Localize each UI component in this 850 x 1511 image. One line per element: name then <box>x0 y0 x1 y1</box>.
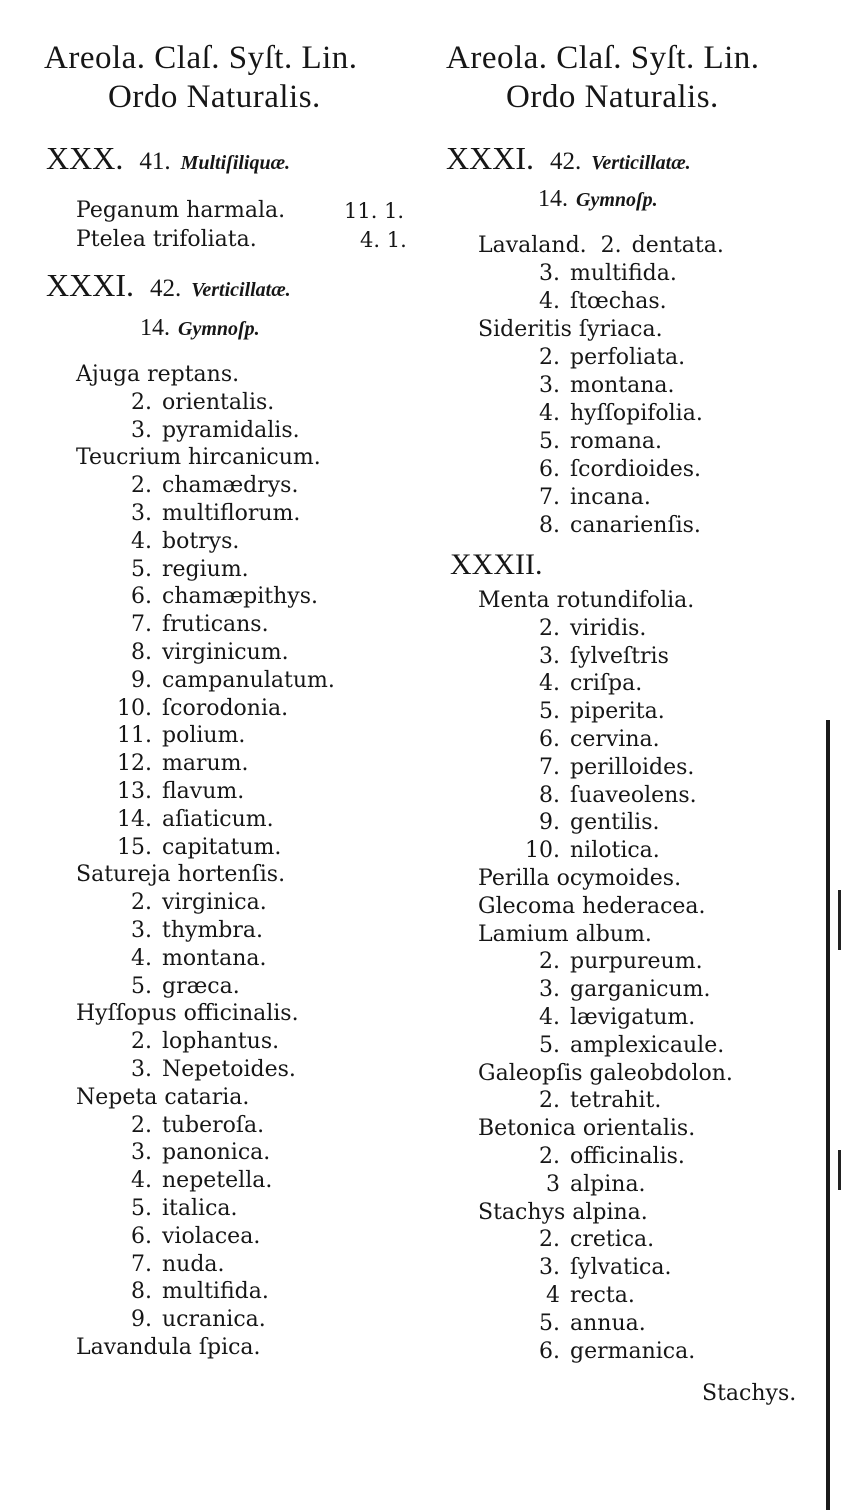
species-number: 2. <box>539 949 560 975</box>
species-number: 15. <box>117 834 152 860</box>
species-epithet: perilloides. <box>570 754 695 780</box>
species-number: 4 <box>546 1283 560 1308</box>
genus-entry <box>76 1000 299 1028</box>
species-epithet: italica. <box>162 1196 238 1221</box>
species-epithet: campanulatum. <box>162 667 335 693</box>
species-entry <box>112 1112 264 1140</box>
species-number: 2. <box>539 1144 560 1169</box>
linnaean-reference: 4. 1. <box>360 228 407 252</box>
species-entry <box>112 778 244 806</box>
species-epithet: montana. <box>162 945 267 971</box>
species-number: 2. <box>131 1029 152 1055</box>
genus-entry <box>478 587 694 615</box>
species-entry <box>112 417 300 445</box>
species-entry <box>520 1004 695 1032</box>
species-epithet: thymbra. <box>162 918 264 943</box>
page-edge-shadow <box>826 720 830 1510</box>
species-epithet: chamæpithys. <box>162 584 318 610</box>
species-number: 2. <box>600 233 622 258</box>
species-number: 2. <box>131 473 152 499</box>
right-running-header: Areola. Claſ. Syſt. Lin. <box>446 40 760 76</box>
species-entry <box>520 1087 661 1115</box>
species-entry <box>112 806 274 834</box>
species-epithet: officinalis. <box>570 1144 685 1169</box>
species-epithet: recta. <box>570 1283 635 1308</box>
species-epithet: cervina. <box>570 727 660 752</box>
species-number: 12. <box>117 751 152 777</box>
species-epithet: chamædrys. <box>162 473 299 499</box>
species-epithet: ſuaveolens. <box>570 782 697 808</box>
species-number: 3. <box>131 1057 152 1082</box>
species-entry <box>112 528 239 556</box>
species-entry <box>520 428 662 456</box>
species-epithet: ucranica. <box>162 1307 266 1333</box>
species-epithet: piperita. <box>570 699 665 725</box>
genus-name: Galeopſis galeobdolon. <box>478 1060 733 1086</box>
genus-entry <box>76 861 285 889</box>
species-epithet: aſiaticum. <box>162 806 274 832</box>
species-entry <box>112 834 281 862</box>
species-entry <box>520 1282 635 1310</box>
species-number: 9. <box>131 1307 152 1333</box>
species-entry <box>520 260 677 288</box>
species-entry <box>520 670 642 698</box>
species-epithet: panonica. <box>162 1140 271 1166</box>
species-entry <box>112 1056 296 1084</box>
species-epithet: hyſſopifolia. <box>570 401 703 426</box>
species-number: 5. <box>131 556 152 582</box>
species-entry <box>520 1032 724 1060</box>
genus-name: Perilla ocymoides. <box>478 866 682 891</box>
species-epithet: flavum. <box>162 779 245 804</box>
species-entry <box>112 1195 238 1223</box>
species-number: 4. <box>539 401 560 426</box>
species-entry <box>112 1278 269 1306</box>
species-epithet: cretica. <box>570 1227 655 1253</box>
species-number: 3. <box>539 261 560 286</box>
species-entry <box>112 500 300 528</box>
class-order-number: 41. <box>139 148 171 175</box>
species-number: 3. <box>131 501 152 526</box>
species-epithet: virginicum. <box>162 640 289 665</box>
species-entry <box>112 973 240 1001</box>
species-entry <box>112 1223 260 1251</box>
species-number: 3. <box>539 1255 560 1281</box>
species-number: 10. <box>525 838 560 864</box>
species-entry <box>112 472 298 500</box>
right-class-heading-xxxi <box>446 140 691 177</box>
species-entry <box>112 1167 272 1195</box>
class-numeral: XXXII. <box>450 548 543 581</box>
species-epithet: regium. <box>162 556 249 582</box>
left-class-heading-xxxi <box>46 267 291 304</box>
species-number: 7. <box>539 485 560 510</box>
species-number: 8. <box>131 1279 152 1305</box>
species-entry <box>112 750 249 778</box>
species-entry: Ptelea trifoliata. <box>76 227 257 252</box>
species-entry <box>520 512 701 540</box>
genus-name: Lamium album. <box>478 921 652 947</box>
species-number: 6. <box>539 1338 560 1364</box>
species-epithet: ſylvatica. <box>570 1255 672 1281</box>
species-entry <box>112 1028 279 1056</box>
species-number: 3. <box>131 417 152 443</box>
species-number: 5. <box>131 973 152 999</box>
species-epithet: marum. <box>162 751 249 777</box>
species-number: 13. <box>117 779 152 804</box>
species-number: 3. <box>539 373 560 398</box>
species-entry <box>520 837 660 865</box>
genus-name: Glecoma hederacea. <box>478 893 706 919</box>
species-number: 8. <box>539 782 560 808</box>
subdivision-number: 14. <box>140 315 170 341</box>
species-entry <box>520 643 669 671</box>
class-name: Multiſiliquæ. <box>180 152 291 174</box>
species-entry <box>520 754 694 782</box>
species-epithet: romana. <box>570 429 663 454</box>
species-entry <box>112 556 249 584</box>
species-number: 4. <box>539 289 560 314</box>
species-entry <box>112 889 267 917</box>
genus-name: Satureja hortenſis. <box>76 862 286 888</box>
species-epithet: græca. <box>162 973 240 999</box>
genus-entry <box>478 316 663 344</box>
species-epithet: multifida. <box>570 261 677 286</box>
species-entry <box>112 667 335 695</box>
genus-name: Nepeta cataria. <box>76 1084 250 1110</box>
species-number: 6. <box>131 1223 152 1249</box>
genus-entry <box>76 1334 261 1362</box>
species-epithet: viridis. <box>570 615 647 641</box>
genus-entry <box>478 921 652 949</box>
species-entry <box>112 1251 225 1279</box>
genus-entry <box>478 865 681 893</box>
species-epithet: nuda. <box>162 1251 225 1277</box>
species-number: 2. <box>131 1112 152 1138</box>
species-number: 7. <box>131 1251 152 1277</box>
species-number: 9. <box>131 667 152 693</box>
species-entry <box>112 389 274 417</box>
species-epithet: capitatum. <box>162 834 282 860</box>
species-number: 2. <box>539 615 560 641</box>
species-epithet: nepetella. <box>162 1168 273 1194</box>
species-number: 4. <box>539 671 560 697</box>
species-epithet: gentilis. <box>570 810 660 836</box>
species-entry <box>520 976 710 1004</box>
species-number: 2. <box>539 345 560 370</box>
species-entry <box>520 948 703 976</box>
species-epithet: orientalis. <box>162 389 275 415</box>
species-number: 10. <box>117 695 152 721</box>
species-epithet: tuberoſa. <box>162 1112 265 1138</box>
species-epithet: multifida. <box>162 1279 269 1305</box>
species-number: 5. <box>539 699 560 725</box>
species-entry <box>520 1310 646 1338</box>
genus-name: Menta rotundifolia. <box>478 588 695 613</box>
species-entry <box>112 583 318 611</box>
species-number: 3 <box>546 1171 560 1197</box>
class-name: Verticillatæ. <box>191 279 291 301</box>
species-entry: Peganum harmala. <box>76 198 286 223</box>
species-number: 4. <box>539 1005 560 1030</box>
genus-name: Lavaland. <box>478 233 587 258</box>
species-epithet: nilotica. <box>570 838 660 864</box>
class-name: Verticillatæ. <box>591 152 691 174</box>
species-entry <box>520 615 646 643</box>
species-epithet: perfoliata. <box>570 345 686 370</box>
species-number: 4. <box>131 945 152 971</box>
species-entry <box>112 1139 270 1167</box>
species-epithet: garganicum. <box>570 977 711 1003</box>
left-subdivision-heading <box>140 315 260 342</box>
species-number: 4. <box>131 1168 152 1194</box>
species-epithet: canarienſis. <box>570 513 701 538</box>
species-entry <box>520 782 697 810</box>
species-entry <box>112 1306 266 1334</box>
genus-entry <box>478 1115 695 1143</box>
genus-entry <box>478 232 724 260</box>
species-entry <box>520 400 703 428</box>
species-entry <box>520 726 660 754</box>
class-numeral: XXXI. <box>46 267 134 303</box>
species-number: 6. <box>539 457 560 482</box>
species-entry <box>520 372 675 400</box>
class-order-number: 42. <box>149 275 182 302</box>
genus-name: Stachys alpina. <box>478 1199 648 1225</box>
species-epithet: virginica. <box>162 890 267 916</box>
species-entry <box>520 698 665 726</box>
species-number: 6. <box>131 584 152 610</box>
subdivision-number: 14. <box>538 186 568 212</box>
subdivision-name: Gymnoſp. <box>576 189 658 211</box>
left-running-subheader: Ordo Naturalis. <box>108 79 321 115</box>
species-entry <box>112 722 245 750</box>
species-epithet: violacea. <box>162 1223 261 1249</box>
species-number: 8. <box>539 513 560 538</box>
species-epithet: lophantus. <box>162 1029 280 1055</box>
species-entry <box>112 695 288 723</box>
genus-entry <box>478 1199 648 1227</box>
species-number: 2. <box>539 1227 560 1253</box>
species-number: 3. <box>539 643 560 669</box>
subdivision-name: Gymnoſp. <box>178 318 260 340</box>
genus-name: Hyſſopus officinalis. <box>76 1001 299 1027</box>
species-epithet: botrys. <box>162 528 240 554</box>
class-order-number: 42. <box>549 148 582 175</box>
species-epithet: Nepetoides. <box>162 1057 296 1082</box>
species-epithet: incana. <box>570 485 651 510</box>
species-epithet: amplexicaule. <box>570 1032 725 1058</box>
species-number: 3. <box>131 918 152 943</box>
species-epithet: montana. <box>570 373 675 398</box>
species-number: 3. <box>539 977 560 1003</box>
species-entry <box>520 288 667 316</box>
genus-name: Teucrium hircanicum. <box>76 445 321 471</box>
right-subdivision-heading <box>538 186 658 213</box>
genus-name: Ajuga reptans. <box>76 362 240 387</box>
species-entry <box>520 1338 695 1366</box>
genus-entry <box>76 361 239 389</box>
species-entry <box>520 1254 671 1282</box>
species-epithet: annua. <box>570 1310 646 1336</box>
species-epithet: alpina. <box>570 1171 646 1197</box>
catchword: Stachys. <box>702 1381 797 1406</box>
class-numeral: XXX. <box>46 140 124 176</box>
species-epithet: criſpa. <box>570 671 643 697</box>
species-number: 5. <box>131 1196 152 1221</box>
species-epithet: pyramidalis. <box>162 417 300 443</box>
species-number: 8. <box>131 640 152 665</box>
left-class-heading-xxx <box>46 140 290 177</box>
species-number: 14. <box>117 806 152 832</box>
class-numeral: XXXI. <box>446 140 534 176</box>
right-class-heading-xxxii <box>450 548 542 582</box>
species-epithet: ſtœchas. <box>570 289 667 314</box>
species-entry <box>520 1171 646 1199</box>
genus-entry <box>478 893 706 921</box>
species-number: 5. <box>539 1032 560 1058</box>
species-number: 2. <box>131 389 152 415</box>
species-number: 5. <box>539 1310 560 1336</box>
right-running-subheader: Ordo Naturalis. <box>506 79 719 115</box>
edge-mark <box>838 890 841 950</box>
species-number: 9. <box>539 810 560 836</box>
species-number: 6. <box>539 727 560 752</box>
species-number: 7. <box>131 612 152 638</box>
species-entry <box>520 344 685 372</box>
species-number: 7. <box>539 754 560 780</box>
species-epithet: fruticans. <box>162 612 269 638</box>
species-entry <box>112 945 267 973</box>
species-entry <box>112 611 269 639</box>
species-epithet: ſcordioides. <box>570 457 702 482</box>
species-epithet: ſcorodonia. <box>162 695 289 721</box>
species-epithet: tetrahit. <box>570 1088 662 1114</box>
species-entry <box>520 1143 685 1171</box>
genus-entry <box>478 1060 733 1088</box>
genus-entry <box>76 444 321 472</box>
species-epithet: lævigatum. <box>570 1005 696 1030</box>
linnaean-reference: 11. 1. <box>344 199 405 223</box>
species-epithet: polium. <box>162 723 246 749</box>
species-entry <box>520 456 701 484</box>
species-epithet: germanica. <box>570 1338 696 1364</box>
edge-mark <box>838 1150 841 1190</box>
genus-name: Lavandula ſpica. <box>76 1335 261 1360</box>
left-running-header: Areola. Claſ. Syſt. Lin. <box>44 40 358 76</box>
species-epithet: dentata. <box>631 233 724 258</box>
species-epithet: ſylveſtris <box>570 643 669 669</box>
species-number: 4. <box>131 528 152 554</box>
species-entry <box>520 484 651 512</box>
genus-entry <box>76 1084 249 1112</box>
species-number: 5. <box>539 429 560 454</box>
species-entry <box>112 639 289 667</box>
species-entry <box>520 1226 654 1254</box>
species-epithet: purpureum. <box>570 949 703 975</box>
genus-name: Sideritis ſyriaca. <box>478 317 663 342</box>
species-number: 2. <box>131 890 152 916</box>
species-number: 2. <box>539 1088 560 1114</box>
species-epithet: multiflorum. <box>162 501 301 526</box>
genus-name: Betonica orientalis. <box>478 1116 696 1142</box>
species-number: 3. <box>131 1140 152 1166</box>
species-number: 11. <box>117 723 152 749</box>
species-entry <box>112 917 263 945</box>
species-entry <box>520 809 660 837</box>
